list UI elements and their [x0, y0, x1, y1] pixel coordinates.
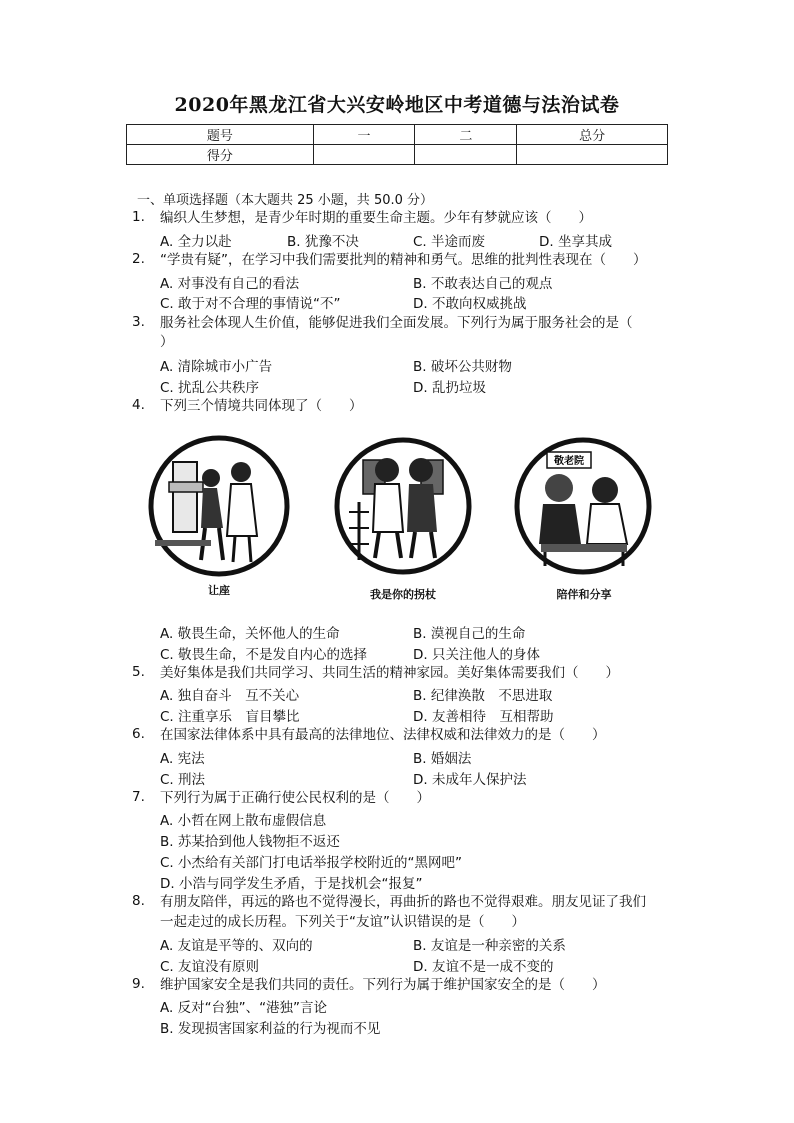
score-table-score-row [127, 145, 668, 165]
score-input-cell[interactable] [517, 145, 668, 165]
option[interactable]: A. 小哲在网上散布虚假信息 [160, 813, 327, 829]
option[interactable]: B. 婚姻法 [413, 751, 472, 767]
question-stem: 在国家法律体系中具有最高的法律地位、法律权威和法律效力的是（ ） [160, 727, 606, 743]
score-cell: 总分 [517, 125, 668, 145]
section-heading: 一、单项选择题（本大题共 25 小题，共 50.0 分） [137, 193, 434, 208]
option[interactable]: D. 只关注他人的身体 [413, 647, 540, 663]
score-cell: 二 [415, 125, 517, 145]
question-stem-continued: ） [160, 334, 174, 350]
caption-companionship: 陪伴和分享 [556, 588, 612, 601]
question-number: 4. [132, 397, 145, 413]
option[interactable]: D. 坐享其成 [539, 234, 612, 250]
score-cell: 题号 [127, 125, 314, 145]
question-number: 6. [132, 726, 145, 742]
option[interactable]: C. 扰乱公共秩序 [160, 380, 260, 396]
option[interactable]: A. 宪法 [160, 751, 205, 767]
option[interactable]: D. 友善相待 互相帮助 [413, 709, 554, 725]
scene-companionship-illustration [517, 440, 649, 572]
question-number: 8. [132, 893, 145, 909]
option[interactable]: A. 对事没有自己的看法 [160, 276, 300, 292]
question-stem: 有朋友陪伴，再远的路也不觉得漫长，再曲折的路也不觉得艰难。朋友见证了我们 [160, 894, 646, 910]
option[interactable]: C. 敢于对不合理的事情说“不” [160, 296, 341, 312]
option[interactable]: C. 小杰给有关部门打电话举报学校附近的“黑网吧” [160, 855, 462, 871]
option[interactable]: B. 发现损害国家利益的行为视而不见 [160, 1021, 381, 1037]
caption-give-seat: 让座 [208, 584, 230, 597]
score-table [126, 124, 668, 165]
question-stem: 编织人生梦想，是青少年时期的重要生命主题。少年有梦就应该（ ） [160, 210, 592, 226]
option[interactable]: C. 注重享乐 盲目攀比 [160, 709, 300, 725]
nursing-home-sign: 敬老院 [554, 456, 584, 467]
situation-illustrations [145, 432, 653, 600]
option[interactable]: B. 苏某拾到他人钱物拒不返还 [160, 834, 340, 850]
question-number: 2. [132, 251, 145, 267]
option[interactable]: D. 小浩与同学发生矛盾，于是找机会“报复” [160, 876, 423, 892]
score-input-cell[interactable] [415, 145, 517, 165]
question-number: 7. [132, 789, 145, 805]
option[interactable]: A. 敬畏生命，关怀他人的生命 [160, 626, 340, 642]
illustration-svg [145, 432, 653, 600]
question-stem: 下列三个情境共同体现了（ ） [160, 398, 363, 414]
question-stem: 下列行为属于正确行使公民权利的是（ ） [160, 790, 430, 806]
score-table-header-row [127, 125, 668, 145]
option[interactable]: C. 敬畏生命，不是发自内心的选择 [160, 647, 368, 663]
caption-crutch: 我是你的拐杖 [370, 588, 436, 601]
option[interactable]: B. 不敢表达自己的观点 [413, 276, 553, 292]
question-stem-continued: 一起走过的成长历程。下列关于“友谊”认识错误的是（ ） [160, 914, 525, 930]
option[interactable]: D. 友谊不是一成不变的 [413, 959, 554, 975]
option[interactable]: A. 独自奋斗 互不关心 [160, 688, 300, 704]
option[interactable]: A. 反对“台独”、“港独”言论 [160, 1000, 328, 1016]
question-stem: “学贵有疑”，在学习中我们需要批判的精神和勇气。思维的批判性表现在（ ） [160, 252, 647, 268]
question-number: 1. [132, 209, 145, 225]
question-number: 3. [132, 314, 145, 330]
option[interactable]: B. 漠视自己的生命 [413, 626, 526, 642]
scene-give-seat-illustration [151, 438, 287, 574]
question-stem: 美好集体是我们共同学习、共同生活的精神家园。美好集体需要我们（ ） [160, 665, 619, 681]
question-stem: 服务社会体现人生价值，能够促进我们全面发展。下列行为属于服务社会的是（ [160, 315, 633, 331]
option[interactable]: D. 未成年人保护法 [413, 772, 527, 788]
option[interactable]: C. 刑法 [160, 772, 206, 788]
option[interactable]: B. 犹豫不决 [287, 234, 359, 250]
option[interactable]: B. 纪律涣散 不思进取 [413, 688, 553, 704]
option[interactable]: C. 友谊没有原则 [160, 959, 260, 975]
option[interactable]: D. 乱扔垃圾 [413, 380, 486, 396]
option[interactable]: A. 全力以赴 [160, 234, 232, 250]
option[interactable]: B. 破坏公共财物 [413, 359, 512, 375]
score-cell: 一 [313, 125, 415, 145]
question-number: 5. [132, 664, 145, 680]
option[interactable]: A. 清除城市小广告 [160, 359, 273, 375]
option[interactable]: C. 半途而废 [413, 234, 486, 250]
question-stem: 维护国家安全是我们共同的责任。下列行为属于维护国家安全的是（ ） [160, 977, 606, 993]
option[interactable]: D. 不敢向权威挑战 [413, 296, 527, 312]
scene-crutch-illustration [337, 440, 469, 572]
page-title: 2020年黑龙江省大兴安岭地区中考道德与法治试卷 [174, 94, 620, 116]
score-input-cell[interactable] [313, 145, 415, 165]
option[interactable]: B. 友谊是一种亲密的关系 [413, 938, 566, 954]
score-cell: 得分 [127, 145, 314, 165]
option[interactable]: A. 友谊是平等的、双向的 [160, 938, 313, 954]
question-number: 9. [132, 976, 145, 992]
